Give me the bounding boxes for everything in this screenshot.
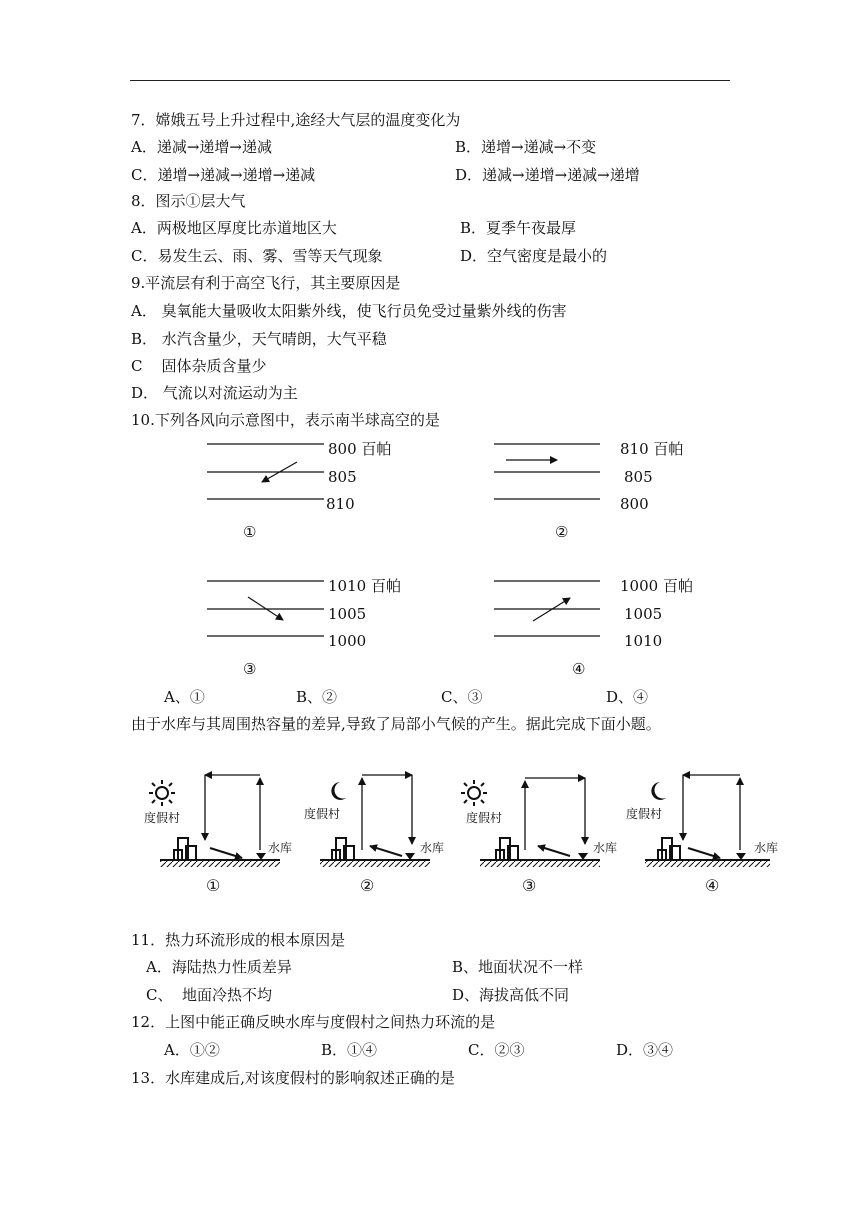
- d3-label-top: 1010 百帕: [328, 577, 401, 595]
- q11-option-b: B、地面状况不一样: [452, 958, 584, 976]
- q9-option-b: B． 水汽含量少，天气晴朗，大气平稳: [131, 330, 387, 348]
- d4-label-top: 1000 百帕: [620, 577, 693, 595]
- p4-reservoir-label: 水库: [754, 841, 779, 855]
- p1-reservoir-label: 水库: [268, 841, 293, 855]
- d3-label-mid: 1005: [328, 605, 367, 623]
- header-rule: [130, 80, 730, 81]
- d1-label-bot: 810: [326, 495, 355, 513]
- q12-option-c: C．②③: [468, 1041, 525, 1059]
- wind-diagram-1: [207, 444, 324, 499]
- d1-label-mid: 805: [328, 468, 357, 486]
- q9-option-a: A． 臭氧能大量吸收太阳紫外线，使飞行员免受过量紫外线的伤害: [131, 302, 567, 320]
- q7-option-c: C．递增→递减→递增→递减: [131, 166, 316, 184]
- reservoir-icon: [736, 853, 746, 860]
- q11-option-d: D、海拔高低不同: [452, 986, 570, 1004]
- sun-icon: [149, 780, 175, 806]
- p4-village-label: 度假村: [626, 807, 663, 821]
- q8-option-b: B．夏季午夜最厚: [460, 219, 577, 237]
- q13-stem: 13．水库建成后,对该度假村的影响叙述正确的是: [131, 1069, 455, 1087]
- d3-number: ③: [243, 660, 257, 678]
- p3-number: ③: [522, 876, 537, 895]
- p2-reservoir-label: 水库: [420, 841, 445, 855]
- moon-icon: [331, 782, 346, 800]
- q12-stem: 12．上图中能正确反映水库与度假村之间热力环流的是: [131, 1013, 496, 1031]
- q9-stem: 9.平流层有利于高空飞行，其主要原因是: [131, 274, 401, 292]
- q11-option-c: C、 地面冷热不均: [146, 986, 273, 1004]
- q7-stem: 7．嫦娥五号上升过程中,途经大气层的温度变化为: [131, 111, 461, 129]
- d4-number: ④: [572, 660, 586, 678]
- q12-option-d: D．③④: [616, 1041, 674, 1059]
- q7-option-a: A．递减→递增→递减: [131, 138, 272, 156]
- d2-number: ②: [555, 523, 569, 541]
- q10-option-a: A、①: [164, 688, 205, 706]
- circulation-panel-2: [320, 775, 430, 867]
- d3-label-bot: 1000: [328, 632, 367, 650]
- reservoir-icon: [256, 853, 266, 860]
- wind-diagram-2: [494, 444, 600, 499]
- q12-option-a: A．①②: [164, 1041, 220, 1059]
- section-intro: 由于水库与其周围热容量的差异,导致了局部小气候的产生。据此完成下面小题。: [131, 715, 661, 733]
- village-buildings: [332, 838, 354, 860]
- p1-number: ①: [206, 876, 221, 895]
- p3-reservoir-label: 水库: [593, 841, 618, 855]
- p3-village-label: 度假村: [466, 811, 503, 825]
- q11-stem: 11．热力环流形成的根本原因是: [131, 931, 346, 949]
- q9-option-d: D． 气流以对流运动为主: [131, 384, 298, 402]
- wind-diagram-3: [207, 581, 324, 636]
- d2-label-top: 810 百帕: [620, 440, 684, 458]
- village-buildings: [658, 838, 680, 860]
- p4-number: ④: [705, 876, 720, 895]
- d1-label-top: 800 百帕: [328, 440, 392, 458]
- q10-stem: 10.下列各风向示意图中，表示南半球高空的是: [131, 411, 440, 429]
- d4-label-mid: 1005: [624, 605, 663, 623]
- q9-option-c: C 固体杂质含量少: [131, 357, 267, 375]
- q8-option-a: A．两极地区厚度比赤道地区大: [131, 219, 337, 237]
- q11-option-a: A．海陆热力性质差异: [146, 958, 292, 976]
- q7-option-b: B．递增→递减→不变: [455, 138, 597, 156]
- q7-option-d: D．递减→递增→递减→递增: [455, 166, 640, 184]
- q8-option-d: D．空气密度是最小的: [460, 247, 608, 265]
- p2-village-label: 度假村: [304, 807, 341, 821]
- d2-label-bot: 800: [620, 495, 649, 513]
- q12-option-b: B．①④: [321, 1041, 378, 1059]
- q10-option-b: B、②: [296, 688, 338, 706]
- reservoir-icon: [578, 853, 588, 860]
- q8-stem: 8．图示①层大气: [131, 192, 246, 210]
- d2-label-mid: 805: [624, 468, 653, 486]
- reservoir-icon: [405, 853, 415, 860]
- d4-label-bot: 1010: [624, 632, 663, 650]
- p2-number: ②: [360, 876, 375, 895]
- d1-number: ①: [243, 523, 257, 541]
- q8-option-c: C．易发生云、雨、雾、雪等天气现象: [131, 247, 383, 265]
- p1-village-label: 度假村: [144, 811, 181, 825]
- village-buildings: [496, 838, 518, 860]
- sun-icon: [461, 780, 487, 806]
- q10-option-d: D、④: [606, 688, 649, 706]
- wind-diagram-4: [494, 581, 600, 636]
- village-buildings: [174, 838, 196, 860]
- q10-option-c: C、③: [441, 688, 483, 706]
- moon-icon: [651, 782, 666, 800]
- wind-diagrams: [0, 430, 860, 680]
- circulation-panel-4: [645, 775, 770, 867]
